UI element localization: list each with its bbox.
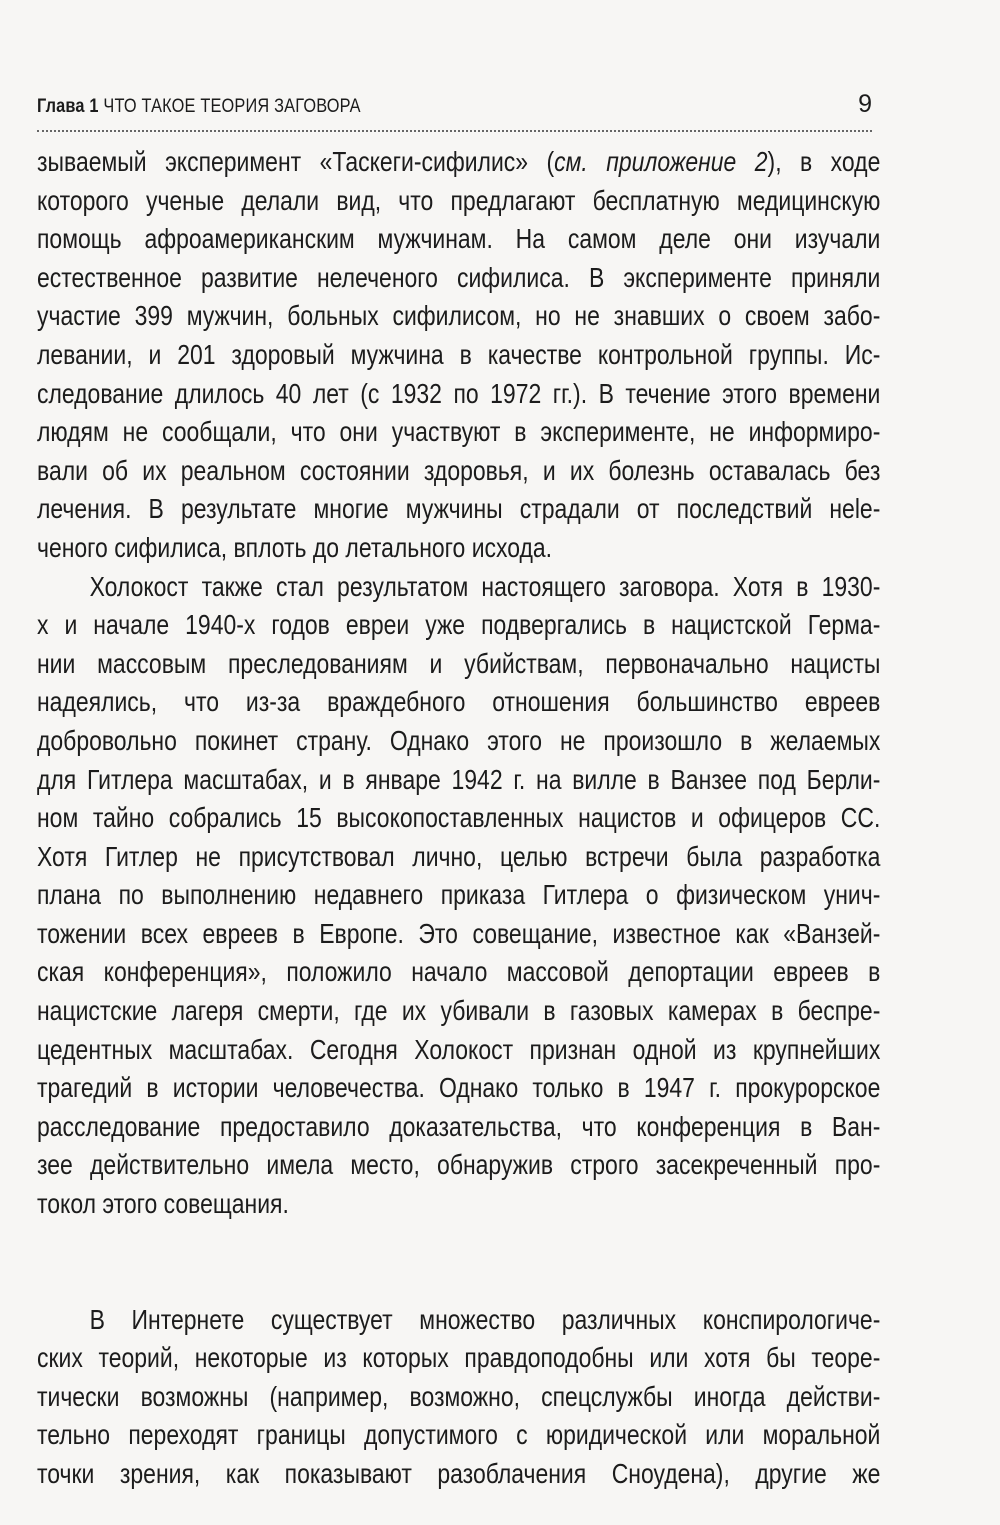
text-line: которого ученые делали вид, что предлагают бесплатную медицинскую bbox=[37, 184, 881, 216]
text-line: ном тайно собрались 15 высокопоставленных нацистов и офицеров СС. bbox=[37, 802, 881, 834]
text-line: В Интернете существует множество различных конспирологиче- bbox=[89, 1303, 881, 1335]
text-line: надеялись, что из-за враждебного отношения большинство евреев bbox=[37, 686, 881, 718]
text-line: Холокост также стал результатом настоящего заговора. Хотя в 1930- bbox=[89, 570, 881, 602]
text-line: зее действительно имела место, обнаружив строго засекреченный про- bbox=[37, 1149, 881, 1181]
appendix-reference: см. приложение 2 bbox=[554, 146, 768, 177]
text-line: зываемый эксперимент «Таскеги-сифилис» (см. приложение 2), в ходе bbox=[37, 146, 881, 177]
text-line: для Гитлера масштабах, и в январе 1942 г. на вилле в Ванзее под Берли- bbox=[37, 763, 881, 795]
text-line: точки зрения, как показывают разоблачения Сноудена), другие же bbox=[37, 1458, 881, 1489]
text-line: тически возможны (например, возможно, спецслужбы иногда действи- bbox=[37, 1380, 881, 1412]
section-gap bbox=[37, 1224, 880, 1301]
text-line: токол этого совещания. bbox=[37, 1188, 289, 1220]
text-line: Хотя Гитлер не присутствовал лично, целью встречи была разработка bbox=[37, 840, 881, 872]
text-line: нацистские лагеря смерти, где их убивали в газовых камерах в беспре- bbox=[37, 995, 881, 1027]
text-line: естественное развитие нелеченого сифилиса. В эксперименте приняли bbox=[37, 261, 881, 293]
text-line: трагедий в истории человечества. Однако только в 1947 г. прокурорское bbox=[37, 1072, 881, 1104]
text-line: людям не сообщали, что они участвуют в эксперименте, не информиро- bbox=[37, 416, 881, 448]
text-line: следование длилось 40 лет (с 1932 по 1972 гг.). В течение этого времени bbox=[37, 377, 881, 409]
text-line: х и начале 1940-х годов евреи уже подвергались в нацистской Герма- bbox=[37, 609, 881, 641]
text-line: ская конференция», положило начало массовой депортации евреев в bbox=[37, 956, 881, 988]
paragraph-holocaust bbox=[37, 568, 880, 1224]
running-header bbox=[37, 88, 872, 132]
text-line: помощь афроамериканским мужчинам. На самом деле они изучали bbox=[37, 223, 881, 255]
chapter-heading bbox=[37, 96, 361, 118]
paragraph-tuskegee bbox=[37, 143, 880, 568]
text-line: плана по выполнению недавнего приказа Гитлера о физическом унич- bbox=[37, 879, 881, 911]
text-line: ских теорий, некоторые из которых правдоподобны или хотя бы теоре- bbox=[37, 1342, 881, 1374]
text-line: лечения. В результате многие мужчины страдали от последствий нele- bbox=[37, 493, 881, 525]
text-line: участие 399 мужчин, больных сифилисом, но не знавших о своем забо- bbox=[37, 300, 881, 332]
page-number: 9 bbox=[858, 90, 872, 118]
paragraph-internet-theories bbox=[37, 1301, 880, 1494]
chapter-label: Глава 1 bbox=[37, 96, 99, 117]
text-line: тельно переходят границы допустимого с юридической или моральной bbox=[37, 1419, 881, 1451]
text-line: нии массовым преследованиям и убийствам, первоначально нацисты bbox=[37, 647, 881, 679]
text-line: цедентных масштабах. Сегодня Холокост признан одной из крупнейших bbox=[37, 1033, 881, 1065]
text-line: ченого сифилиса, вплоть до летального исхода. bbox=[37, 531, 553, 563]
chapter-title: ЧТО ТАКОЕ ТЕОРИЯ ЗАГОВОРА bbox=[103, 96, 361, 117]
text-line: расследование предоставило доказательства, что конференция в Ван- bbox=[37, 1110, 881, 1142]
text-line: левании, и 201 здоровый мужчина в качестве контрольной группы. Ис- bbox=[37, 338, 881, 370]
page-body bbox=[37, 143, 880, 1494]
text-line: вали об их реальном состоянии здоровья, и их болезнь оставалась без bbox=[37, 454, 881, 486]
text-line: добровольно покинет страну. Однако этого не произошло в желаемых bbox=[37, 724, 881, 756]
text-line: тожении всех евреев в Европе. Это совещание, известное как «Ванзей- bbox=[37, 917, 881, 949]
